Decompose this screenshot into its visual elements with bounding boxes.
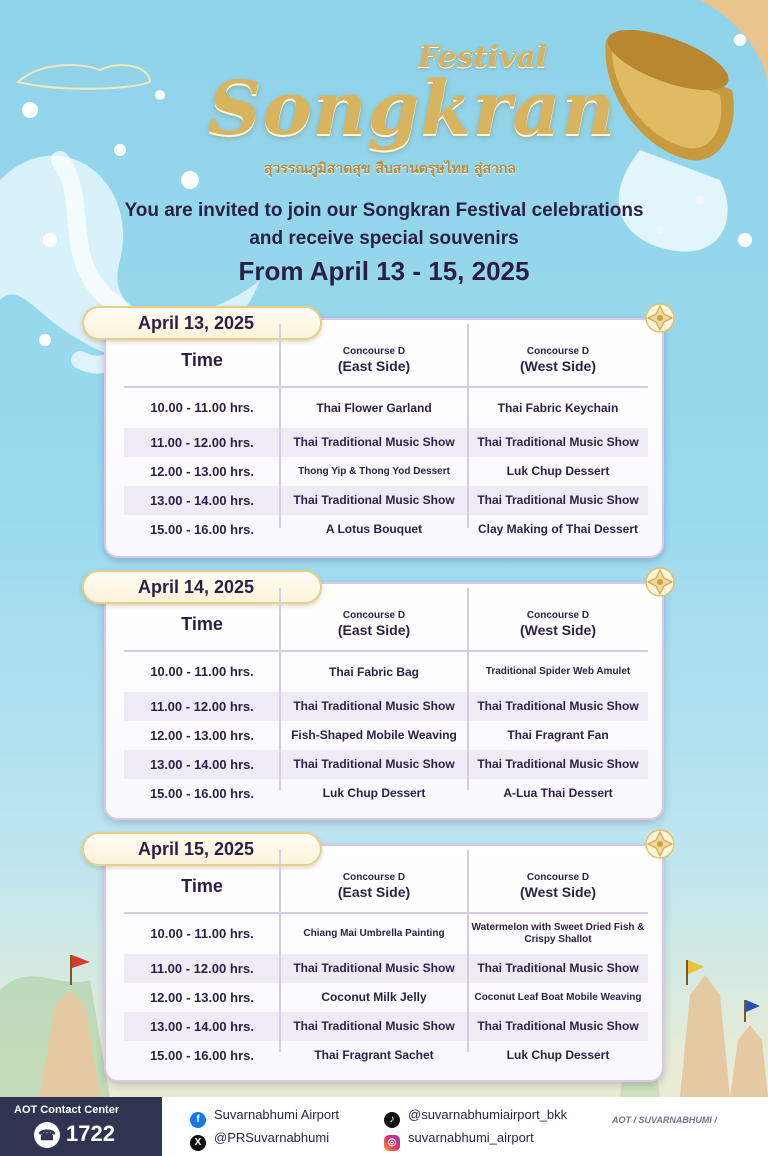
table-row <box>124 692 648 721</box>
time-cell: 11.00 - 12.00 hrs. <box>150 699 254 714</box>
schedule-table <box>124 342 648 544</box>
time-cell: 15.00 - 16.00 hrs. <box>149 1048 255 1063</box>
tiktok-label: @suvarnabhumiairport_bkk <box>408 1107 568 1122</box>
east-activity-cell: Thai Fabric Bag <box>328 665 420 679</box>
column-divider <box>279 324 281 528</box>
table-row <box>124 486 648 515</box>
header-east-concourse: Concourse D <box>342 610 406 621</box>
thai-subtitle: สุวรรณภูมิสาดสุข สืบสานตรุษไทย สู่สากล <box>264 161 516 177</box>
west-activity-cell: Thai Traditional Music Show <box>477 435 639 449</box>
header-east-side: (East Side) <box>337 884 411 900</box>
east-activity-cell: Luk Chup Dessert <box>322 786 426 800</box>
tiktok-icon: ♪ <box>384 1112 400 1128</box>
time-cell: 11.00 - 12.00 hrs. <box>150 961 254 976</box>
header-east <box>280 872 468 900</box>
songkran-title: Songkran <box>208 66 617 152</box>
date-range: From April 13 - 15, 2025 <box>238 256 530 286</box>
east-activity-cell: Fish-Shaped Mobile Weaving <box>291 728 457 742</box>
east-activity-cell: Thai Traditional Music Show <box>293 757 455 771</box>
header-east-side: (East Side) <box>337 622 411 638</box>
time-cell: 15.00 - 16.00 hrs. <box>149 786 255 801</box>
east-activity-cell: Thai Traditional Music Show <box>293 1019 455 1033</box>
time-cell: 11.00 - 12.00 hrs. <box>150 435 254 450</box>
west-activity-cell: Thai Fabric Keychain <box>497 401 619 415</box>
schedule-card-april-13 <box>104 313 664 558</box>
west-activity-cell: Luk Chup Dessert <box>506 464 610 478</box>
west-activity-cell: Traditional Spider Web Amulet <box>485 666 631 677</box>
table-row <box>124 779 648 808</box>
table-row <box>124 954 648 983</box>
table-row <box>124 721 648 750</box>
east-activity-cell: Thai Traditional Music Show <box>293 435 455 449</box>
table-rows <box>124 914 648 1070</box>
east-activity-cell: Thai Traditional Music Show <box>293 699 455 713</box>
column-divider <box>279 850 281 1052</box>
x-icon: X <box>190 1135 206 1151</box>
table-header <box>124 868 648 914</box>
time-cell: 13.00 - 14.00 hrs. <box>149 757 255 772</box>
table-row <box>124 652 648 692</box>
west-activity-cell: Coconut Leaf Boat Mobile Weaving <box>474 992 642 1003</box>
west-activity-cell: Thai Traditional Music Show <box>477 493 639 507</box>
facebook-link[interactable] <box>190 1107 339 1128</box>
header-east-side: (East Side) <box>337 358 411 374</box>
west-activity-cell: Thai Fragrant Fan <box>507 728 609 742</box>
invite-line-2: and receive special souvenirs <box>249 228 519 249</box>
east-activity-cell: Coconut Milk Jelly <box>321 990 427 1004</box>
invite-line-1: You are invited to join our Songkran Festival celebrations <box>124 200 644 221</box>
east-activity-cell: Chiang Mai Umbrella Painting <box>303 928 445 939</box>
table-row <box>124 750 648 779</box>
time-cell: 13.00 - 14.00 hrs. <box>149 1019 255 1034</box>
west-activity-cell: Thai Traditional Music Show <box>477 1019 639 1033</box>
header-east <box>280 610 468 638</box>
schedule-table <box>124 606 648 808</box>
table-rows <box>124 388 648 544</box>
header-west-concourse: Concourse D <box>526 346 590 357</box>
east-activity-cell: Thai Flower Garland <box>316 401 432 415</box>
header-time: Time <box>181 350 223 370</box>
column-divider <box>279 588 281 790</box>
east-activity-cell: Thai Fragrant Sachet <box>314 1048 434 1062</box>
header-time: Time <box>181 876 223 896</box>
aot-logo: AOT / SUVARNABHUMI / <box>612 1115 717 1125</box>
table-header <box>124 342 648 388</box>
east-activity-cell: Thong Yip & Thong Yod Dessert <box>298 466 450 477</box>
west-activity-cell: Watermelon with Sweet Dried Fish & Crispy Shallot <box>471 922 645 945</box>
contact-title: AOT Contact Center <box>14 1104 120 1116</box>
phone-icon: ☎ <box>34 1122 60 1148</box>
time-cell: 15.00 - 16.00 hrs. <box>149 522 255 537</box>
flower-icon <box>644 566 676 598</box>
day-date-tab: April 15, 2025 <box>82 832 322 866</box>
footer <box>0 1097 768 1156</box>
table-row <box>124 388 648 428</box>
east-activity-cell: Thai Traditional Music Show <box>293 493 455 507</box>
table-rows <box>124 652 648 808</box>
west-activity-cell: A-Lua Thai Dessert <box>503 786 613 800</box>
time-cell: 10.00 - 11.00 hrs. <box>150 664 254 679</box>
column-divider <box>467 588 469 790</box>
west-activity-cell: Thai Traditional Music Show <box>477 961 639 975</box>
header-east-concourse: Concourse D <box>342 872 406 883</box>
table-row <box>124 428 648 457</box>
table-row <box>124 1012 648 1041</box>
facebook-label: Suvarnabhumi Airport <box>214 1107 340 1122</box>
header-west-side: (West Side) <box>520 884 596 900</box>
table-row <box>124 983 648 1012</box>
header-west <box>468 346 648 374</box>
x-label: @PRSuvarnabhumi <box>214 1130 330 1145</box>
table-row <box>124 914 648 954</box>
schedule-card-april-14 <box>104 577 664 820</box>
instagram-icon: ◎ <box>384 1135 400 1151</box>
instagram-label: suvarnabhumi_airport <box>408 1130 534 1145</box>
table-row <box>124 457 648 486</box>
time-cell: 10.00 - 11.00 hrs. <box>150 926 254 941</box>
column-divider <box>467 324 469 528</box>
contact-number: 1722 <box>66 1121 115 1146</box>
table-row <box>124 1041 648 1070</box>
header-east <box>280 346 468 374</box>
day-date-tab: April 13, 2025 <box>82 306 322 340</box>
east-activity-cell: A Lotus Bouquet <box>325 522 423 536</box>
header-west-concourse: Concourse D <box>526 872 590 883</box>
x-link[interactable] <box>190 1130 329 1151</box>
header-west-side: (West Side) <box>520 358 596 374</box>
schedule-table <box>124 868 648 1070</box>
festival-title: Festival <box>418 40 548 75</box>
column-divider <box>467 850 469 1052</box>
west-activity-cell: Luk Chup Dessert <box>506 1048 610 1062</box>
east-activity-cell: Thai Traditional Music Show <box>293 961 455 975</box>
west-activity-cell: Thai Traditional Music Show <box>477 757 639 771</box>
time-cell: 10.00 - 11.00 hrs. <box>150 400 254 415</box>
time-cell: 12.00 - 13.00 hrs. <box>149 990 255 1005</box>
facebook-icon: f <box>190 1112 206 1128</box>
header-west <box>468 872 648 900</box>
time-cell: 12.00 - 13.00 hrs. <box>149 728 255 743</box>
table-row <box>124 515 648 544</box>
time-cell: 12.00 - 13.00 hrs. <box>149 464 255 479</box>
flower-icon <box>644 302 676 334</box>
header-east-concourse: Concourse D <box>342 346 406 357</box>
header-west-concourse: Concourse D <box>526 610 590 621</box>
west-activity-cell: Thai Traditional Music Show <box>477 699 639 713</box>
time-cell: 13.00 - 14.00 hrs. <box>149 493 255 508</box>
tiktok-link[interactable] <box>384 1107 567 1128</box>
table-header <box>124 606 648 652</box>
header-west <box>468 610 648 638</box>
instagram-link[interactable] <box>384 1130 534 1151</box>
header-time: Time <box>181 614 223 634</box>
schedule-card-april-15 <box>104 839 664 1082</box>
header-west-side: (West Side) <box>520 622 596 638</box>
flower-icon <box>644 828 676 860</box>
west-activity-cell: Clay Making of Thai Dessert <box>477 522 639 536</box>
day-date-tab: April 14, 2025 <box>82 570 322 604</box>
contact-center[interactable] <box>0 1097 162 1156</box>
